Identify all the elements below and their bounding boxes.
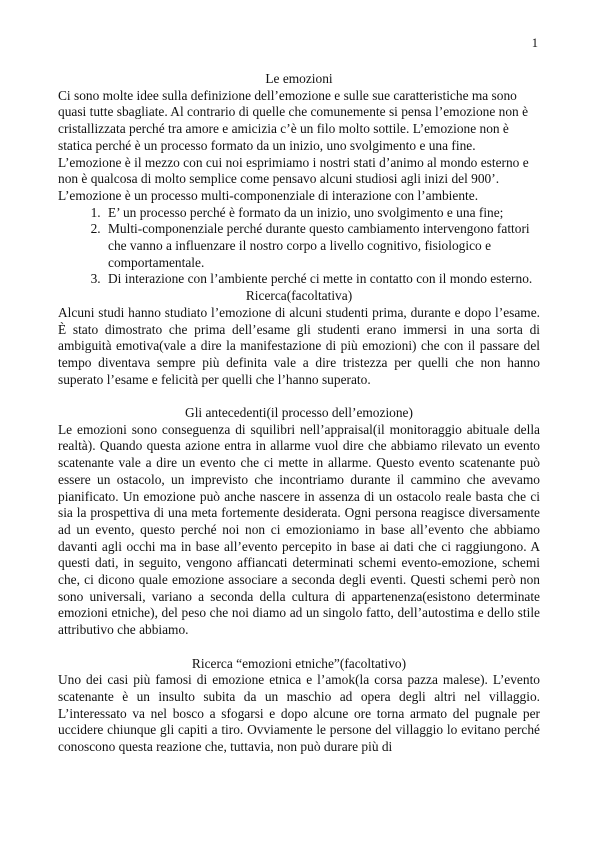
spacer: [58, 388, 540, 405]
section-heading-ricerca: Ricerca(facoltativa): [245, 288, 353, 304]
spacer: [58, 639, 540, 656]
section-heading-emozioni-etniche: Ricerca “emozioni etniche”(facoltativo): [191, 655, 407, 671]
document-title: Le emozioni: [265, 71, 333, 86]
page-number: 1: [531, 36, 538, 50]
ricerca-paragraph: Alcuni studi hanno studiato l’emozione di alcuni studenti prima, durante e dopo l’esame. È stato dimostrato che prima dell’esame gli studenti erano immersi in una sorta di ambiguità emotiva(vale a dire la manifestazione di più emozioni) che con il passare del tempo diventava sempre più definita vale a dire tristezza per quelli che non hanno superato l’esame e felicità per quelli che l’hanno superato.: [58, 304, 540, 387]
emozioni-etniche-paragraph: Uno dei casi più famosi di emozione etnica e l’amok(la corsa pazza malese). L’evento scatenante è un insulto subita da un maschio ad opera degli altri nel villaggio. L’interessato va nel bosco a sfogarsi e dopo alcune ore torna armato del pugnale per uccidere chiunque gli capiti a tiro. Ovviamente le persone del villaggio lo evitano perché conoscono questa reazione che, tuttavia, non può durare più di: [58, 672, 540, 755]
list-item: 2. Multi-componenziale perché durante questo cambiamento intervengono fattori che vanno a influenzare il nostro corpo a livello cognitivo, fisiologico e comportamentale.: [104, 221, 540, 271]
section-heading-antecedenti: Gli antecedenti(il processo dell’emozione): [185, 405, 413, 421]
characteristics-list: [58, 205, 540, 289]
list-item: 1. E’ un processo perché è formato da un inizio, uno svolgimento e una fine;: [104, 205, 540, 222]
list-item: 3. Di interazione con l’ambiente perché ci mette in contatto con il mondo esterno.: [104, 271, 540, 288]
document-body: [58, 71, 540, 756]
antecedenti-paragraph: Le emozioni sono conseguenza di squilibri nell’appraisal(il monitoraggio abituale della realtà). Quando questa azione entra in allarme vuol dire che abbiamo rilevato un evento scatenante vale a dire un evento che ci mette in allarme. Questo evento scatenante può essere un ostacolo, un imprevisto che incontriamo durante il cammino che avevamo pianificato. Un emozione può anche nascere in assenza di un ostacolo reale basta che ci sia la prospettiva di una meta fortemente desiderata. Ogni persona reagisce diversamente ad un evento, questo perché noi non ci emozioniamo in base all’evento che abbiamo davanti agli occhi ma in base all’evento percepito in base ai dati che ci raggiungono. A questi dati, in seguito, vengono affiancati determinati schemi evento-emozione, schemi che, ci dicono quale emozione associare a seconda degli eventi. Questi schemi però non sono universali, variano a seconda della cultura di appartenenza(esistono determinate emozioni etniche), del peso che noi diamo ad un singolo fatto, dell’autostima e dello stile attributivo che abbiamo.: [58, 421, 540, 638]
intro-paragraph: Ci sono molte idee sulla definizione dell’emozione e sulle sue caratteristiche ma sono quasi tutte sbagliate. Al contrario di quelle che comunemente si pensa l’emozione non è cristallizzata perché tra amore e amicizia c’è un filo molto sottile. L’emozione non è statica perché è un processo formato da un inizio, uno svolgimento e una fine. L’emozione è il mezzo con cui noi esprimiamo i nostri stati d’animo al mondo esterno e non è qualcosa di molto semplice come pensavo alcuni studiosi agli inizi del 900’. L’emozione è un processo multi-componenziale di interazione con l’ambiente.: [58, 87, 529, 203]
